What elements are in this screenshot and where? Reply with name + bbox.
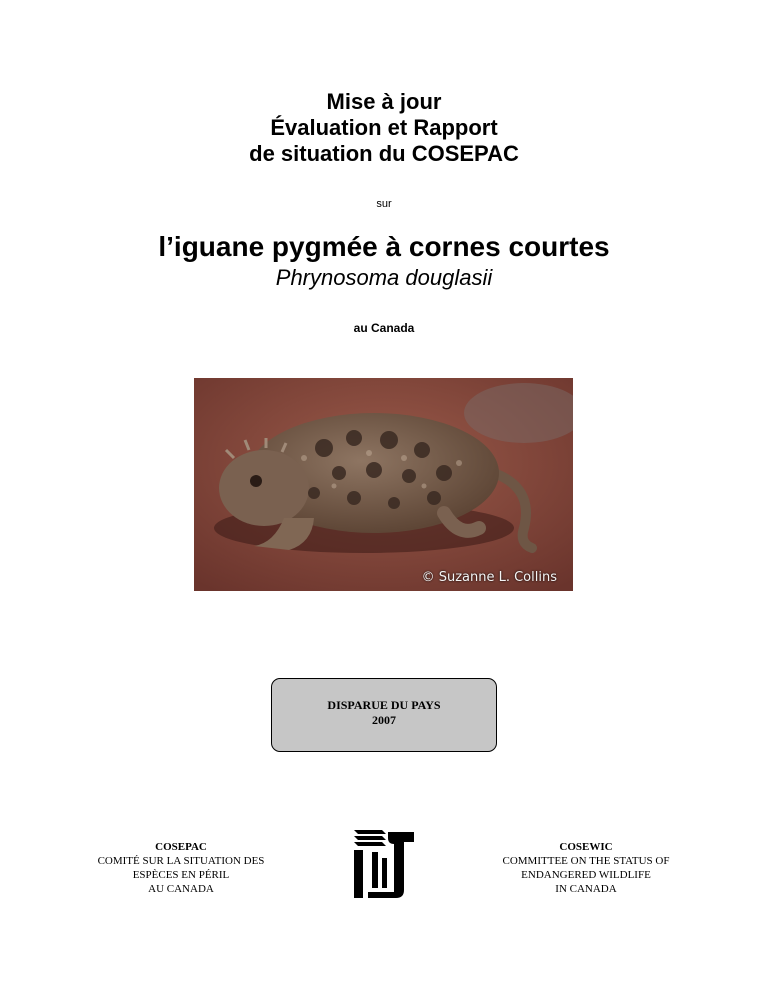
report-title-line-2: Évaluation et Rapport bbox=[270, 115, 498, 140]
species-scientific-name: Phrynosoma douglasii bbox=[275, 265, 493, 290]
cosepac-logo-icon bbox=[352, 828, 422, 900]
org-english-line-1: COMMITTEE ON THE STATUS OF bbox=[502, 855, 670, 867]
org-english-line-2: ENDANGERED WILDLIFE bbox=[521, 869, 651, 881]
status-year: 2007 bbox=[372, 713, 396, 727]
org-french-line-3: AU CANADA bbox=[148, 883, 214, 895]
species-common-name: l’iguane pygmée à cornes courtes bbox=[158, 231, 610, 262]
org-english-line-3: IN CANADA bbox=[555, 883, 617, 895]
photo-credit: © Suzanne L. Collins bbox=[421, 570, 557, 585]
horned-lizard-image-icon bbox=[194, 378, 573, 591]
status-label: DISPARUE DU PAYS bbox=[327, 698, 441, 712]
org-french-line-1: COMITÉ SUR LA SITUATION DES bbox=[97, 855, 265, 867]
org-english-abbr: COSEWIC bbox=[559, 841, 613, 853]
status-badge bbox=[271, 678, 497, 752]
report-title-line-1: Mise à jour bbox=[326, 89, 442, 114]
org-french-abbr: COSEPAC bbox=[155, 841, 207, 853]
org-french-line-2: ESPÈCES EN PÉRIL bbox=[132, 869, 230, 881]
region-text: au Canada bbox=[353, 321, 415, 335]
org-english-block bbox=[476, 840, 696, 896]
org-french-block bbox=[71, 840, 291, 896]
connector-text: sur bbox=[376, 198, 392, 210]
report-title-line-3: de situation du COSEPAC bbox=[249, 141, 519, 166]
lizard-photo bbox=[194, 378, 573, 591]
